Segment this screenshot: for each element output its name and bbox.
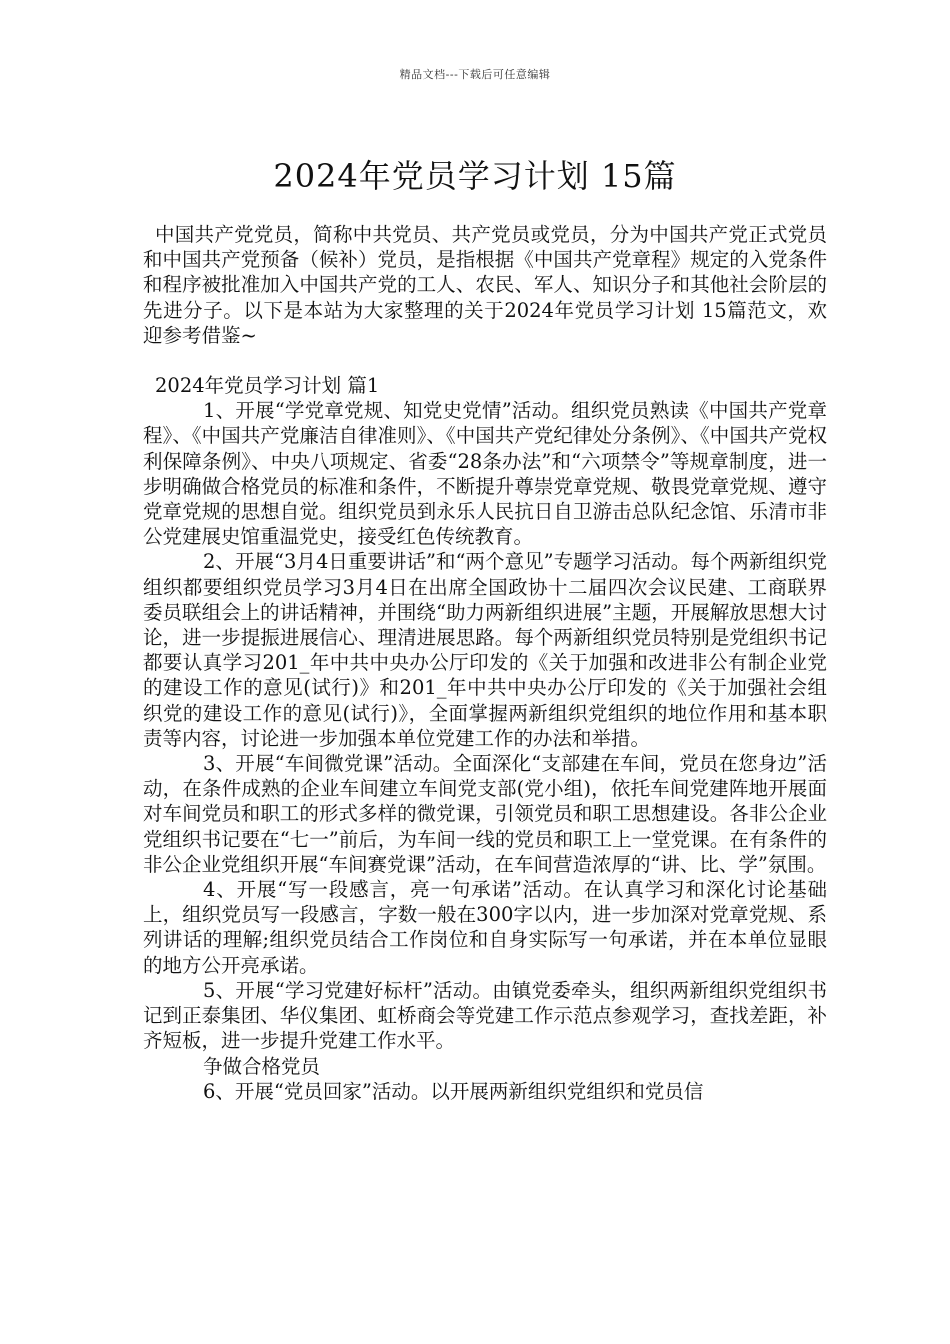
header-note: 精品文档---下载后可任意编辑 xyxy=(399,68,551,81)
subheading: 争做合格党员 xyxy=(203,1054,321,1078)
section-heading: 2024年党员学习计划 篇1 xyxy=(155,374,380,398)
body-paragraph-2: 2、开展“3月4日重要讲话”和“两个意见”专题学习活动。每个两新组织党组织都要组织党员学习3月4日在出席全国政协十二届四次会议民建、工商联界委员联组会上的讲话精神，并围绕“助力两新组织进展”主题，开展解放思想大讨论，进一步提振进展信心、理清进展思路。每个两新组织党员特别是党组织书记都要认真学习201_年中共中央办公厅印发的《关于加强和改进非公有制企业党的建设工作的意见(试行)》和201_年中共中央办公厅印发的《关于加强社会组织党的建设工作的意见(试行)》，全面掌握两新组织党组织的地位作用和基本职责等内容，讨论进一步加强本单位党建工作的办法和举措。 xyxy=(143,550,827,750)
body-paragraph-1: 1、开展“学党章党规、知党史党情”活动。组织党员熟读《中国共产党章程》、《中国共产党廉洁自律准则》、《中国共产党纪律处分条例》、《中国共产党权利保障条例》、中央八项规定、省委“28条办法”和“六项禁令”等规章制度，进一步明确做合格党员的标准和条件，不断提升尊崇党章党规、敬畏党章党规、遵守党章党规的思想自觉。组织党员到永乐人民抗日自卫游击总队纪念馆、乐清市非公党建展史馆重温党史，接受红色传统教育。 xyxy=(143,399,827,549)
document-body xyxy=(143,222,827,1104)
body-paragraph-4: 4、开展“写一段感言，亮一句承诺”活动。在认真学习和深化讨论基础上，组织党员写一段感言，字数一般在300字以内，进一步加深对党章党规、系列讲话的理解;组织党员结合工作岗位和自身实际写一句承诺，并在本单位显眼的地方公开亮承诺。 xyxy=(143,878,827,977)
body-paragraph-3: 3、开展“车间微党课”活动。全面深化“支部建在车间，党员在您身边”活动，在条件成熟的企业车间建立车间党支部(党小组)，依托车间党建阵地开展面对车间党员和职工的形式多样的微党课，引领党员和职工思想建设。各非公企业党组织书记要在“七一”前后，为车间一线的党员和职工上一堂党课。在有条件的非公企业党组织开展“车间赛党课”活动，在车间营造浓厚的“讲、比、学”氛围。 xyxy=(143,752,827,876)
body-paragraph-5: 5、开展“学习党建好标杆”活动。由镇党委牵头，组织两新组织党组织书记到正泰集团、华仪集团、虹桥商会等党建工作示范点参观学习，查找差距，补齐短板，进一步提升党建工作水平。 xyxy=(143,978,827,1053)
intro-paragraph: 中国共产党党员，简称中共党员、共产党员或党员，分为中国共产党正式党员和中国共产党预备（候补）党员，是指根据《中国共产党章程》规定的入党条件和程序被批准加入中国共产党的工人、农民、军人、知识分子和其他社会阶层的先进分子。以下是本站为大家整理的关于2024年党员学习计划 15篇范文，欢迎参考借鉴~ xyxy=(143,223,827,347)
body-paragraph-6: 6、开展“党员回家”活动。以开展两新组织党组织和党员信 xyxy=(203,1079,704,1103)
document-title: 2024年党员学习计划 15篇 xyxy=(273,157,677,196)
